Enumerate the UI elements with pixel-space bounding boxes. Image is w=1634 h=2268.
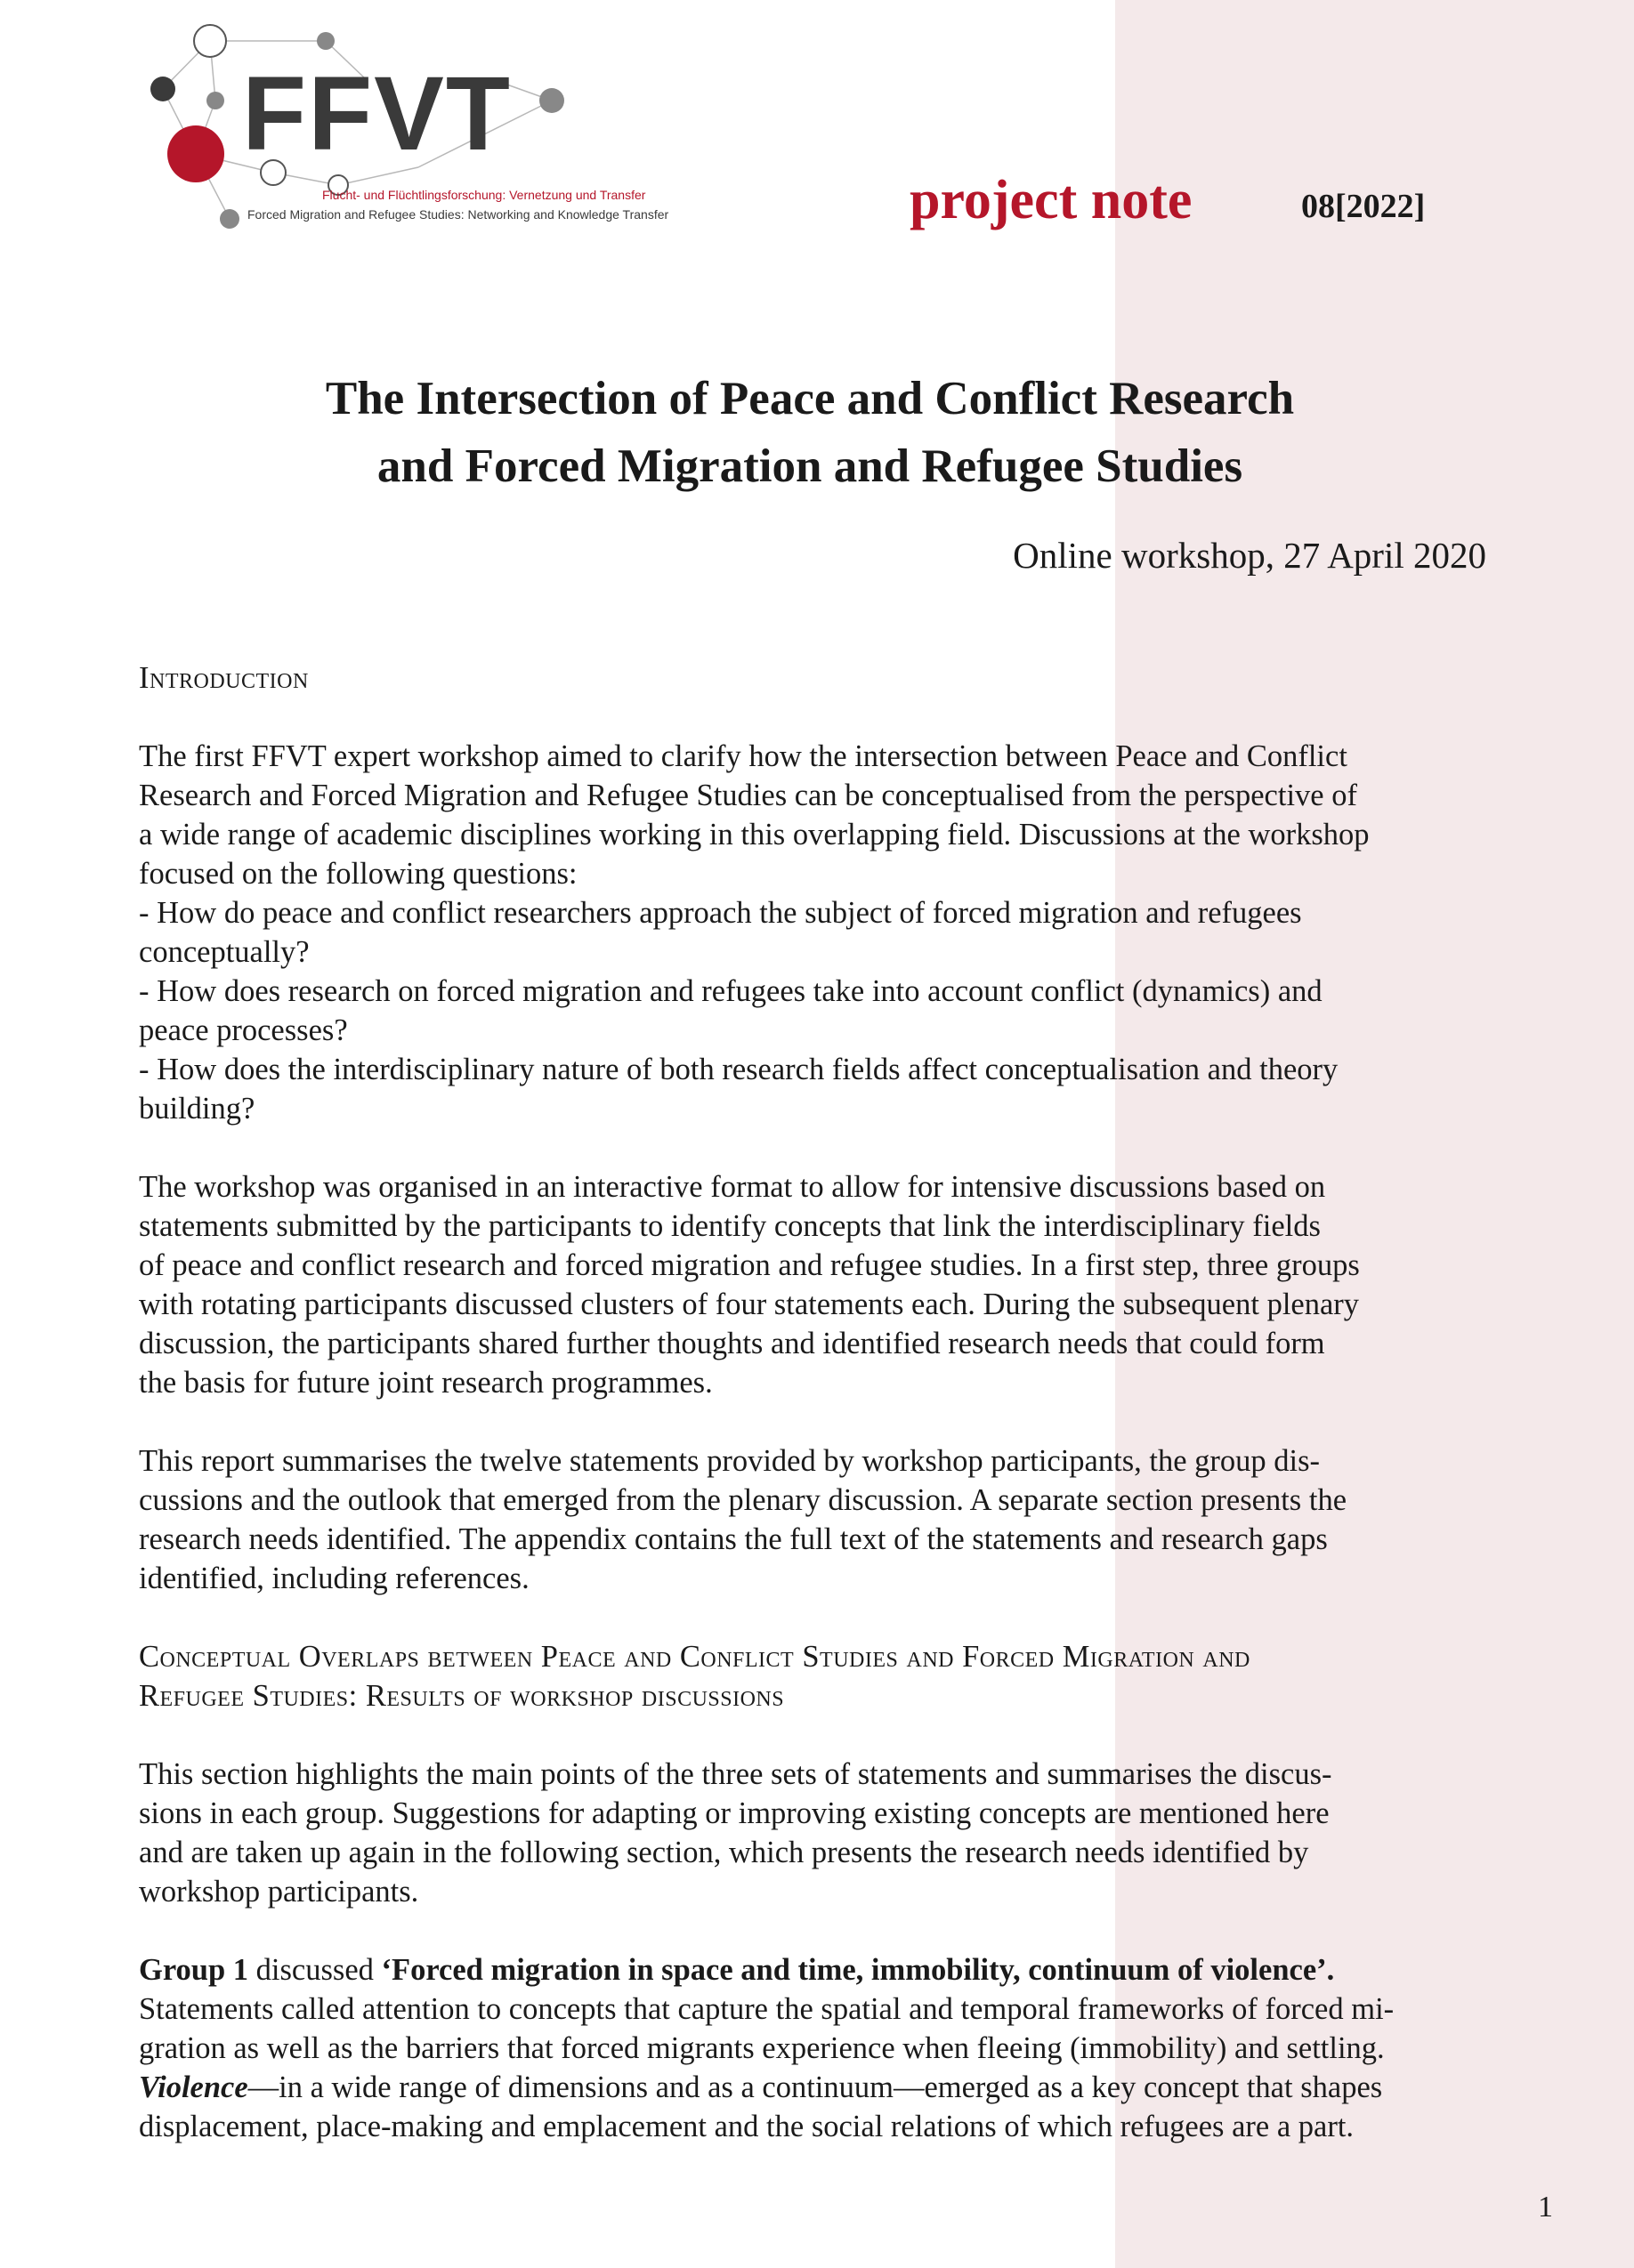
logo-text: FFVT [242,55,512,173]
text-line: cussions and the outlook that emerged from the plenary discussion. A separate section presents the [139,1483,1347,1517]
text-line: workshop participants. [139,1875,419,1909]
ffvt-logo [133,16,669,238]
project-note-label: project note [910,170,1193,230]
text-line: sions in each group. Suggestions for adapting or improving existing concepts are mentioned here [139,1796,1330,1830]
text-line: - How does the interdisciplinary nature of both research fields affect conceptualisation and theory [139,1053,1339,1086]
document-body [139,658,1492,2185]
text-line: conceptually? [139,935,310,969]
text-line: peace processes? [139,1013,348,1047]
text-line: the basis for future joint research programmes. [139,1366,713,1400]
text-line: with rotating participants discussed clusters of four statements each. During the subsequent plenary [139,1287,1360,1321]
text-line: a wide range of academic disciplines working in this overlapping field. Discussions at the workshop [139,818,1370,852]
text-line: - How do peace and conflict researchers approach the subject of forced migration and refugees [139,896,1302,930]
title-line: and Forced Migration and Refugee Studies [376,440,1243,492]
heading-line: Refugee Studies: Results of workshop discussions [139,1679,785,1713]
group-1-discussed: discussed [248,1953,382,1987]
text-line: statements submitted by the participants to identify concepts that link the interdisciplinary fields [139,1209,1321,1243]
text-line: identified, including references. [139,1562,530,1595]
violence-description: —in a wide range of dimensions and as a continuum—emerged as a key concept that shapes [247,2070,1383,2104]
intro-paragraph-3 [139,1441,1492,1598]
text-line: research needs identified. The appendix contains the full text of the statements and research gaps [139,1522,1328,1556]
text-line: focused on the following questions: [139,857,578,891]
section-heading-introduction: Introduction [139,661,309,695]
text-line: The workshop was organised in an interactive format to allow for intensive discussions based on [139,1170,1326,1204]
text-line [139,2068,1492,2107]
text-line: of peace and conflict research and forced migration and refugee studies. In a first step, three groups [139,1248,1360,1282]
group-1-paragraph [139,1950,1492,2146]
overlaps-paragraph-1 [139,1755,1492,1911]
title-line: The Intersection of Peace and Conflict Research [325,373,1295,424]
logo-subtitle-de: Flucht- und Flüchtlingsforschung: Vernetzung und Transfer [322,188,646,202]
section-heading-overlaps [139,1637,1492,1715]
text-line: - How does research on forced migration and refugees take into account conflict (dynamics) and [139,974,1323,1008]
intro-paragraph-1 [139,737,1492,1128]
logo-subtitle-en: Forced Migration and Refugee Studies: Networking and Knowledge Transfer [247,207,669,222]
text-line: displacement, place-making and emplacement and the social relations of which refugees are a part. [139,2110,1355,2143]
text-line: Research and Forced Migration and Refugee Studies can be conceptualised from the perspective of [139,779,1357,812]
text-line: The first FFVT expert workshop aimed to clarify how the intersection between Peace and Conflict [139,739,1347,773]
text-line: building? [139,1092,255,1126]
document-title [142,365,1477,500]
text-line: discussion, the participants shared further thoughts and identified research needs that could form [139,1327,1325,1360]
page-number: 1 [1538,2191,1553,2224]
group-1-label: Group 1 [139,1953,249,1987]
text-line: Statements called attention to concepts that capture the spatial and temporal frameworks of forced mi- [139,1992,1395,2026]
intro-paragraph-2 [139,1167,1492,1402]
text-line [139,1950,1492,1990]
text-line: and are taken up again in the following section, which presents the research needs identified by [139,1836,1309,1869]
text-line: gration as well as the barriers that forced migrants experience when fleeing (immobility) and settling. [139,2031,1385,2065]
project-note-number: 08[2022] [1301,188,1426,225]
text-line: This section highlights the main points of the three sets of statements and summarises the discus- [139,1757,1332,1791]
violence-term: Violence [139,2070,248,2104]
text-line: This report summarises the twelve statements provided by workshop participants, the group dis- [139,1444,1321,1478]
heading-line: Conceptual Overlaps between Peace and Conflict Studies and Forced Migration and [139,1640,1250,1674]
group-1-topic: ‘Forced migration in space and time, immobility, continuum of violence’. [381,1953,1335,1987]
workshop-date: Online workshop, 27 April 2020 [1013,535,1486,576]
